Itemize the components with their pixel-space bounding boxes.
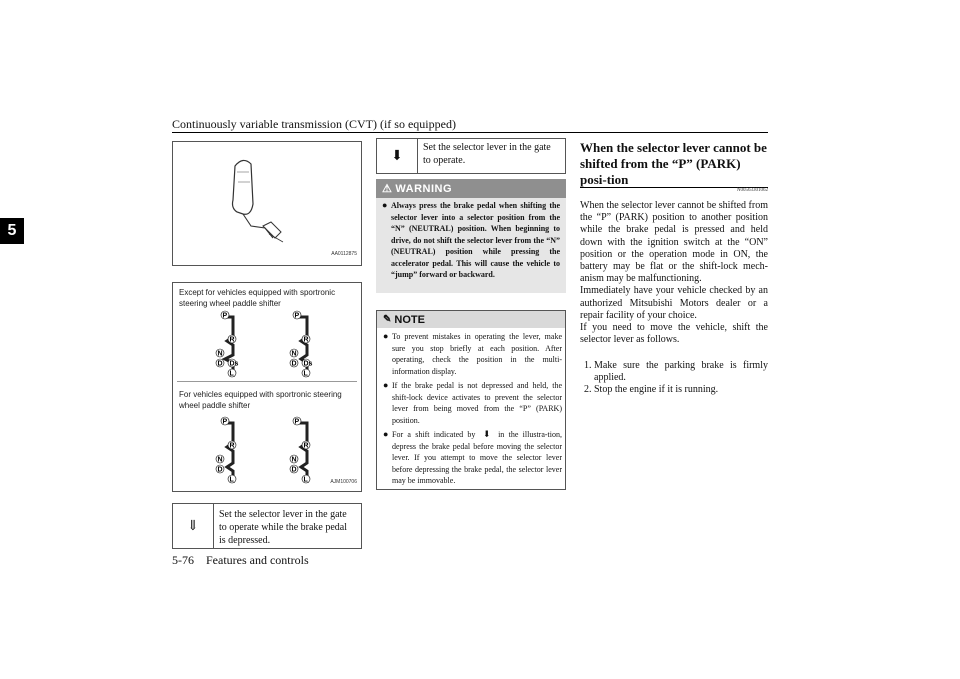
svg-text:R: R: [229, 442, 235, 450]
figure2-code: AJM100706: [330, 479, 357, 485]
warning-header: [376, 179, 566, 198]
procedure-step: [584, 384, 768, 396]
paragraph-2: Immediately have your vehicle checked by an authorized Mitsubishi Motors dealer or a repair facility of your choice.: [580, 285, 768, 321]
bullet-icon: ●: [383, 331, 389, 341]
warning-text: Always press the brake pedal when shifting the selector lever into a selector position from the “N” (NEUTRAL) position. When beginning to drive, do not shift the selector lever from the “N” (NEUTRAL) position while pressing the accelerator pedal. This will cause the vehicle to “jump” forward or backward.: [391, 201, 560, 279]
paragraph-1: When the selector lever cannot be shifted from the “P” (PARK) position to another position while the brake pedal is pressed and held down with the ignition switch at the “ON” position or the operation mode in ON, the battery may be flat or the shift-lock mech-anism may be malfunctioning.: [580, 200, 768, 285]
note-text-1: To prevent mistakes in operating the lever, make sure you stop briefly at each position. After operating, check the position in the multi-information display.: [392, 332, 562, 376]
section-title: When the selector lever cannot be shifted from the “P” (PARK) posi-tion: [580, 140, 767, 187]
svg-text:P: P: [294, 418, 300, 426]
procedure-steps: [584, 360, 768, 397]
chapter-tab: 5: [0, 218, 24, 244]
procedure-step: [584, 360, 768, 384]
section-code: N00563301062: [736, 188, 768, 193]
warning-body: [382, 200, 560, 281]
gate-step-text: Set the selector lever in the gate to operate.: [423, 142, 551, 166]
warning-box: [376, 179, 566, 293]
gate-label-n: N: [217, 350, 223, 358]
svg-text:N: N: [291, 456, 297, 464]
solid-down-arrow-icon: ⬇: [377, 139, 418, 173]
section-body: [580, 200, 768, 346]
gate-label-d: D: [217, 360, 223, 368]
step-text: Stop the engine if it is running.: [594, 384, 719, 396]
selector-lever-illustration: [173, 142, 361, 265]
svg-text:N: N: [217, 456, 223, 464]
svg-text:R: R: [303, 442, 309, 450]
gate-label-l: L: [229, 370, 234, 378]
solid-down-arrow-icon: ⬇: [482, 429, 491, 439]
page-header-title: Continuously variable transmission (CVT) (if so equipped): [172, 117, 456, 131]
note-text-3a: For a shift indicated by: [392, 430, 476, 439]
gate-diagrams: [173, 283, 361, 491]
header-rule: [172, 132, 768, 133]
caption-without-paddle: Except for vehicles equipped with sportronic steering wheel paddle shifter: [179, 288, 336, 308]
svg-text:L: L: [229, 476, 234, 484]
note-header: [377, 311, 565, 328]
pencil-icon: ✎: [383, 314, 392, 325]
note-item: [383, 331, 562, 377]
brake-step-box: [172, 503, 362, 549]
svg-text:L: L: [303, 370, 308, 378]
bullet-icon: ●: [383, 429, 389, 439]
gate-label-ds: Ds: [229, 360, 239, 368]
warning-triangle-icon: ⚠: [382, 183, 393, 195]
svg-text:D: D: [217, 466, 223, 474]
gate-label-r: R: [229, 336, 235, 344]
brake-step-text: Set the selector lever in the gate to operate while the brake pedal is depressed.: [219, 509, 347, 546]
step-text: Make sure the parking brake is firmly applied.: [594, 360, 768, 384]
note-item: [383, 429, 562, 487]
svg-text:Ds: Ds: [303, 360, 313, 368]
step-number: 1.: [584, 360, 592, 371]
page-footer: 5-76 Features and controls: [172, 553, 309, 567]
svg-text:P: P: [294, 312, 300, 320]
svg-text:D: D: [291, 466, 297, 474]
note-box: [376, 310, 566, 490]
warning-item: [382, 200, 560, 281]
svg-text:P: P: [222, 418, 228, 426]
gate-diagram-figure: [172, 282, 362, 492]
note-text-3b: in the illustra-tion, depress the brake pedal before moving the selector lever. If you attempt to move the selector lever before depressing the brake pedal, the selector lever may be immovable.: [392, 430, 562, 485]
paragraph-3: If you need to move the vehicle, shift the selector lever as follows.: [580, 322, 768, 346]
svg-text:L: L: [303, 476, 308, 484]
note-item: [383, 380, 562, 426]
svg-text:R: R: [303, 336, 309, 344]
note-label: NOTE: [394, 313, 425, 326]
gate-label-p: P: [222, 312, 228, 320]
note-text-2: If the brake pedal is not depressed and held, the shift-lock device activates to prevent the selector lever from being moved from the “P” (PARK) position.: [392, 381, 562, 425]
svg-text:D: D: [291, 360, 297, 368]
note-body: [383, 331, 562, 490]
bullet-icon: ●: [383, 380, 389, 390]
bullet-icon: ●: [382, 200, 388, 210]
caption-with-paddle: For vehicles equipped with sportronic steering wheel paddle shifter: [179, 390, 342, 410]
hollow-down-arrow-icon: ⇓: [173, 504, 214, 548]
figure1-code: AA0112875: [331, 251, 357, 257]
selector-lever-figure: [172, 141, 362, 266]
svg-text:N: N: [291, 350, 297, 358]
step-number: 2.: [584, 384, 592, 396]
warning-label: WARNING: [395, 182, 453, 195]
gate-step-box: [376, 138, 566, 174]
